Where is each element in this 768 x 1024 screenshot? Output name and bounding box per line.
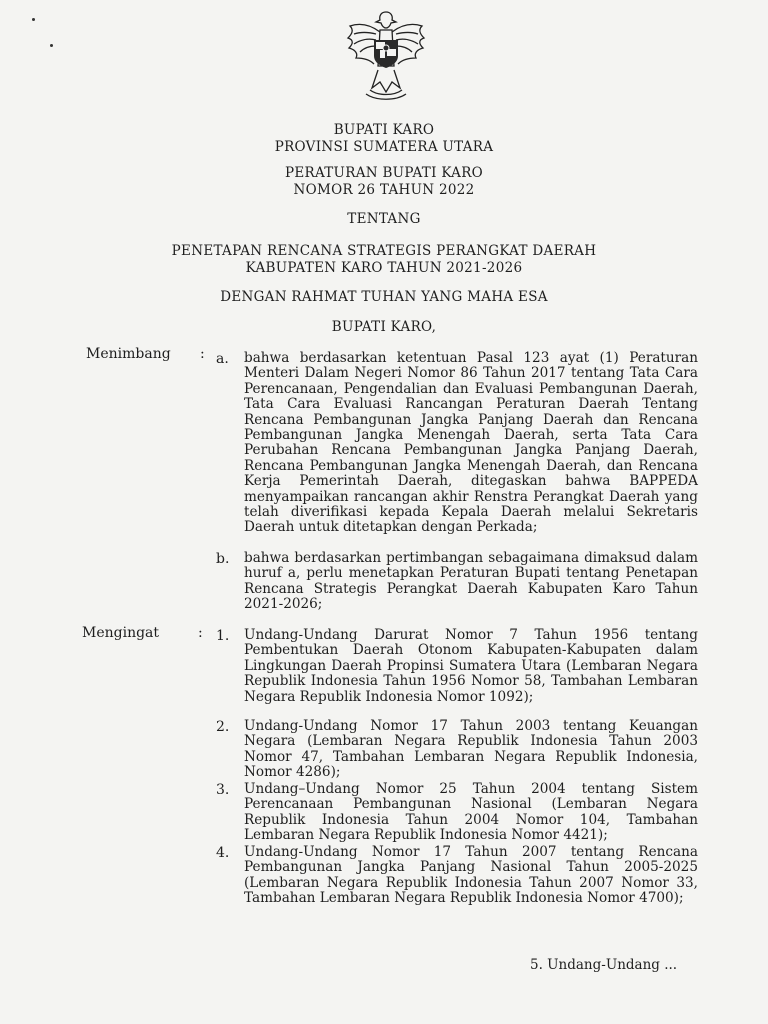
heading-authority (0, 122, 768, 156)
subject-line2: KABUPATEN KARO TAHUN 2021-2026 (245, 260, 523, 276)
mengingat-item-3-marker: 3. (216, 782, 230, 798)
garuda-emblem-icon (336, 4, 436, 104)
regulation-subject (0, 243, 768, 277)
menimbang-label: Menimbang (86, 346, 171, 362)
regulation-name: PERATURAN BUPATI KARO (284, 165, 484, 181)
mengingat-item-3-text: Undang–Undang Nomor 25 Tahun 2004 tentang Sistem Perencanaan Pembangunan Nasional (Lembaran Negara Republik Indonesia Tahun 2004 Nomor 104, Tambahan Lembaran Negara Republik Indonesia Nomor 4421); (244, 781, 698, 844)
regulation-number-line: NOMOR 26 TAHUN 2022 (293, 182, 475, 198)
mengingat-item-2-text: Undang-Undang Nomor 17 Tahun 2003 tentang Keuangan Negara (Lembaran Negara Republik Indonesia Tahun 2003 Nomor 47, Tambahan Lembaran Negara Republik Indonesia, Nomor 4286); (244, 718, 698, 781)
menimbang-item-b-text: bahwa berdasarkan pertimbangan sebagaimana dimaksud dalam huruf a, perlu menetapkan Peraturan Bupati tentang Penetapan Rencana Strategis Perangkat Daerah Kabupaten Karo Tahun 2021-2026; (244, 550, 698, 613)
subject-line1: PENETAPAN RENCANA STRATEGIS PERANGKAT DAERAH (171, 243, 597, 259)
continuation-note: 5. Undang-Undang ... (530, 957, 678, 973)
heading-title-line1: BUPATI KARO (333, 122, 435, 138)
mengingat-colon: : (198, 625, 203, 641)
mengingat-item-2-marker: 2. (216, 719, 230, 735)
mengingat-item-4-text: Undang-Undang Nomor 17 Tahun 2007 tentang Rencana Pembangunan Jangka Panjang Nasional Tahun 2005-2025 (Lembaran Negara Republik Indonesia Tahun 2007 Nomor 33, Tambahan Lembaran Negara Republik Indonesia Nomor 4700); (244, 844, 698, 907)
menimbang-colon: : (200, 346, 205, 362)
mengingat-item-1-text: Undang-Undang Darurat Nomor 7 Tahun 1956 tentang Pembentukan Daerah Otonom Kabupaten-Kabupaten dalam Lingkungan Daerah Propinsi Sumatera Utara (Lembaran Negara Republik Indonesia Tahun 1956 Nomor 58, Tambahan Lembaran Negara Republik Indonesia Nomor 1092); (244, 627, 698, 705)
menimbang-item-a-marker: a. (216, 351, 229, 367)
regulation-number (0, 165, 768, 199)
menimbang-item-a-text: bahwa berdasarkan ketentuan Pasal 123 ayat (1) Peraturan Menteri Dalam Negeri Nomor 86 Tahun 2017 tentang Tata Cara Perencanaan, Pengendalian dan Evaluasi Pembangunan Daerah, Tata Cara Evaluasi Rancangan Peraturan Daerah Tentang Rencana Pembangunan Jangka Panjang Daerah dan Rencana Pembangunan Jangka Menengah Daerah, serta Tata Cara Perubahan Rencana Pembangunan Jangka Panjang Daerah, Rencana Pembangunan Jangka Menengah Daerah, dan Rencana Kerja Pemerintah Daerah, ditegaskan bahwa BAPPEDA menyampaikan rancangan akhir Renstra Perangkat Daerah yang telah diverifikasi kepada Kepala Daerah melalui Sekretaris Daerah untuk ditetapkan dengan Perkada; (244, 350, 698, 536)
blessing-line: DENGAN RAHMAT TUHAN YANG MAHA ESA (220, 289, 548, 305)
mengingat-item-1-marker: 1. (216, 628, 230, 644)
mengingat-label: Mengingat (82, 625, 160, 641)
scan-speck (32, 18, 35, 21)
issuing-authority: BUPATI KARO, (331, 319, 437, 335)
scan-speck (50, 44, 53, 47)
heading-title-line2: PROVINSI SUMATERA UTARA (274, 139, 494, 155)
menimbang-item-b-marker: b. (216, 551, 230, 567)
tentang-heading: TENTANG (347, 211, 421, 227)
mengingat-item-4-marker: 4. (216, 845, 230, 861)
